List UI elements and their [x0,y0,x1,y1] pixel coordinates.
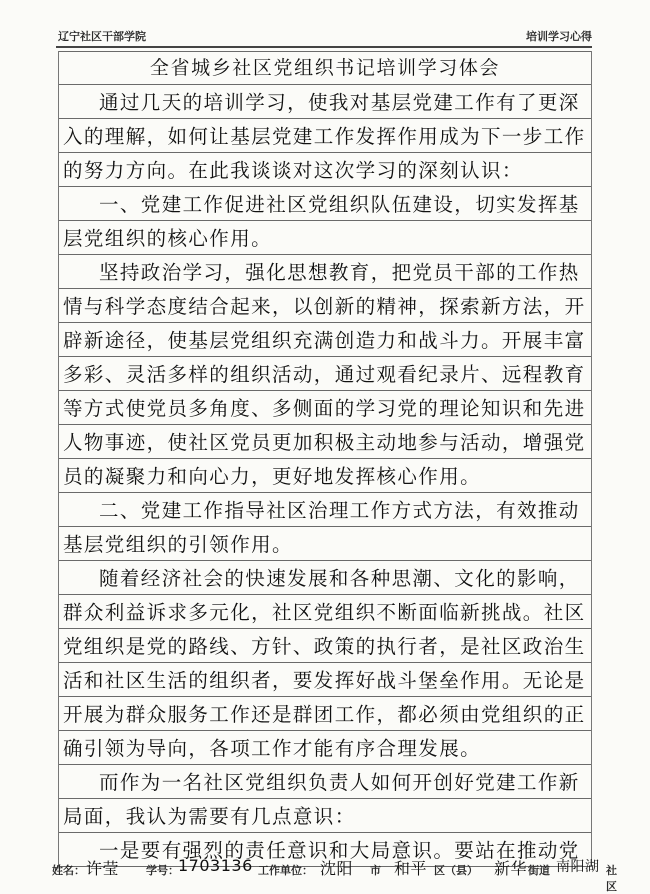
name-label: 姓名： [52,864,85,877]
essay-line: 员的凝聚力和向心力，更好地发挥核心作用。 [59,459,591,493]
header-rule [56,46,592,48]
city-value: 沈阳 [320,859,354,878]
essay-line: 入的理解，如何让基层党建工作发挥作用成为下一步工作 [59,119,591,153]
name-value: 许莹 [86,859,120,878]
essay-line: 的努力方向。在此我谈谈对这次学习的深刻认识： [59,153,591,187]
essay-line: 多彩、灵活多样的组织活动，通过观看纪录片、远程教育 [59,357,591,391]
essay-line: 一、党建工作促进社区党组织队伍建设，切实发挥基 [59,187,591,221]
essay-line: 基层党组织的引领作用。 [59,527,591,561]
essay-line: 局面，我认为需要有几点意识： [59,799,591,833]
essay-line: 通过几天的培训学习，使我对基层党建工作有了更深 [59,85,591,119]
essay-line: 随着经济社会的快速发展和各种思潮、文化的影响， [59,561,591,595]
community-value: 南阳湖 [556,859,600,875]
student-id-label: 学号： [146,864,179,877]
essay-line: 党组织是党的路线、方针、政策的执行者，是社区政治生 [59,629,591,663]
street-value: 新华 [494,859,528,878]
page-category: 培训学习心得 [526,30,592,43]
essay-line: 群众利益诉求多元化，社区党组织不断面临新挑战。社区 [59,595,591,629]
essay-line: 辟新途径，使基层党组织充满创造力和战斗力。开展丰富 [59,323,591,357]
community-suffix: 社区 [606,864,617,893]
essay-line: 层党组织的核心作用。 [59,221,591,255]
student-info-footer [52,856,618,893]
essay-line: 情与科学态度结合起来，以创新的精神，探索新方法，开 [59,289,591,323]
essay-line: 二、党建工作指导社区治理工作方式方法，有效推动 [59,493,591,527]
district-value: 和平 [394,859,428,878]
institution-name: 辽宁社区干部学院 [58,30,146,43]
city-suffix: 市 [370,864,381,877]
essay-line: 坚持政治学习，强化思想教育，把党员干部的工作热 [59,255,591,289]
street-suffix: 街道 [528,864,550,877]
work-unit-label: 工作单位： [258,864,313,877]
essay-line: 人物事迹，使社区党员更加积极主动地参与活动，增强党 [59,425,591,459]
essay-line: 而作为一名社区党组织负责人如何开创好党建工作新 [59,765,591,799]
essay-line: 确引领为导向，各项工作才能有序合理发展。 [59,731,591,765]
essay-line: 活和社区生活的组织者，要发挥好战斗堡垒作用。无论是 [59,663,591,697]
ruled-writing-grid [58,51,592,867]
student-id-value: 1703136 [178,856,253,875]
essay-title: 全省城乡社区党组织书记培训学习体会 [59,51,591,85]
district-suffix: 区（县） [434,864,478,877]
essay-line: 等方式使党员多角度、多侧面的学习党的理论知识和先进 [59,391,591,425]
essay-line: 一是要有强烈的责任意识和大局意识。要站在推动党 [59,833,591,867]
essay-line: 开展为群众服务工作还是群团工作，都必须由党组织的正 [59,697,591,731]
